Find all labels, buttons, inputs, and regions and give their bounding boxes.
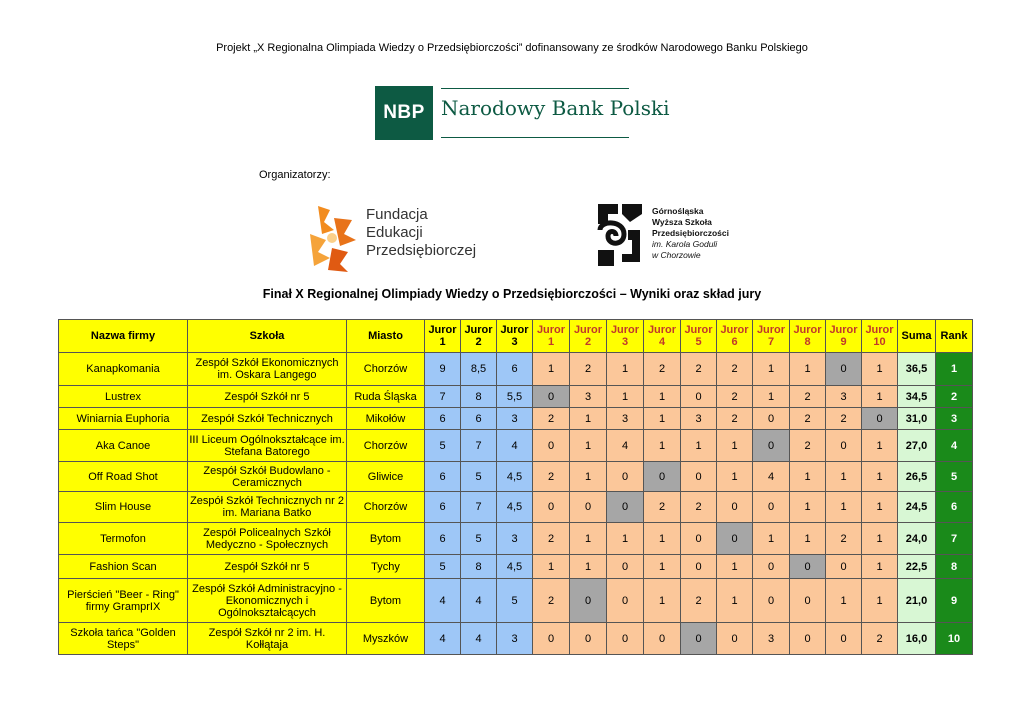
cell-score: 0 [533,386,570,408]
cell-firm: Slim House [59,492,188,523]
header-juror-a3: Juror 3 [497,320,533,353]
cell-score: 1 [717,555,753,579]
table-row [59,353,973,386]
cell-score: 1 [826,462,862,492]
cell-city: Chorzów [347,353,425,386]
cell-score: 2 [826,523,862,555]
cell-score: 2 [681,492,717,523]
cell-score: 1 [570,430,607,462]
cell-score: 6 [425,492,461,523]
cell-firm: Kanapkomania [59,353,188,386]
cell-score: 1 [570,462,607,492]
cell-score: 2 [570,353,607,386]
cell-firm: Aka Canoe [59,430,188,462]
cell-score: 1 [570,408,607,430]
header-sum: Suma [898,320,936,353]
cell-score: 1 [607,386,644,408]
cell-score: 3 [681,408,717,430]
gwsp-line-2: Wyższa Szkoła [652,217,712,227]
header-juror-b5: Juror 5 [681,320,717,353]
cell-firm: Lustrex [59,386,188,408]
cell-score: 0 [607,492,644,523]
cell-score: 4 [425,579,461,623]
cell-score: 2 [533,579,570,623]
table-row [59,386,973,408]
cell-score: 7 [425,386,461,408]
cell-school: Zespół Szkół Technicznych nr 2 im. Mariana Batko [188,492,347,523]
cell-score: 2 [644,353,681,386]
cell-score: 0 [681,523,717,555]
cell-rank: 1 [936,353,973,386]
cell-firm: Pierścień "Beer - Ring" firmy GramprIX [59,579,188,623]
cell-school: Zespół Szkół Budowlano - Ceramicznych [188,462,347,492]
cell-score: 0 [533,623,570,655]
cell-sum: 24,5 [898,492,936,523]
cell-sum: 36,5 [898,353,936,386]
cell-school: Zespół Szkół nr 5 [188,386,347,408]
cell-rank: 8 [936,555,973,579]
header-firm: Nazwa firmy [59,320,188,353]
cell-score: 2 [681,353,717,386]
cell-score: 1 [862,579,898,623]
table-header-row [59,320,973,353]
cell-score: 4 [497,430,533,462]
cell-score: 1 [717,579,753,623]
cell-score: 1 [570,555,607,579]
cell-score: 0 [644,462,681,492]
cell-score: 2 [790,408,826,430]
cell-score: 0 [717,492,753,523]
cell-school: Zespół Szkół nr 5 [188,555,347,579]
cell-score: 1 [681,430,717,462]
cell-score: 4,5 [497,555,533,579]
cell-score: 1 [790,462,826,492]
cell-score: 7 [461,430,497,462]
fundacja-line-2: Edukacji [366,224,423,241]
cell-score: 8 [461,386,497,408]
fundacja-logo [304,200,477,276]
cell-score: 1 [826,492,862,523]
cell-score: 2 [862,623,898,655]
table-row [59,523,973,555]
cell-school: Zespół Szkół Ekonomicznych im. Oskara Langego [188,353,347,386]
header-juror-b9: Juror 9 [826,320,862,353]
gwsp-line-3: Przedsiębiorczości [652,228,730,238]
cell-sum: 21,0 [898,579,936,623]
funding-note: Projekt „X Regionalna Olimpiada Wiedzy o Przedsiębiorczości” dofinansowany ze środków Narodowego Banku Polskiego [216,42,808,54]
cell-city: Mikołów [347,408,425,430]
cell-score: 5 [425,555,461,579]
cell-score: 1 [862,386,898,408]
header-juror-b4: Juror 4 [644,320,681,353]
cell-score: 1 [826,579,862,623]
cell-firm: Winiarnia Euphoria [59,408,188,430]
cell-score: 1 [862,555,898,579]
header-rank: Rank [936,320,973,353]
cell-city: Myszków [347,623,425,655]
cell-score: 4,5 [497,492,533,523]
cell-score: 1 [644,386,681,408]
cell-score: 2 [533,523,570,555]
cell-score: 1 [533,555,570,579]
cell-score: 0 [717,623,753,655]
cell-score: 0 [753,408,790,430]
cell-score: 0 [644,623,681,655]
cell-score: 6 [497,353,533,386]
cell-score: 1 [570,523,607,555]
cell-firm: Termofon [59,523,188,555]
cell-score: 2 [533,462,570,492]
cell-school: Zespół Policealnych Szkół Medyczno - Społecznych [188,523,347,555]
cell-score: 0 [681,462,717,492]
fundacja-name [366,206,476,260]
header-school: Szkoła [188,320,347,353]
cell-score: 0 [753,492,790,523]
cell-score: 0 [790,579,826,623]
cell-score: 3 [753,623,790,655]
cell-score: 1 [644,408,681,430]
cell-school: Zespół Szkół Technicznych [188,408,347,430]
cell-score: 1 [717,462,753,492]
cell-score: 1 [862,462,898,492]
table-row [59,462,973,492]
cell-score: 2 [533,408,570,430]
cell-score: 0 [717,523,753,555]
cell-score: 2 [790,430,826,462]
cell-score: 5 [461,523,497,555]
cell-score: 0 [607,623,644,655]
cell-score: 0 [826,623,862,655]
gwsp-sub-2: w Chorzowie [652,250,701,260]
cell-score: 1 [753,523,790,555]
cell-rank: 3 [936,408,973,430]
nbp-abbr: NBP [375,86,433,140]
cell-city: Chorzów [347,492,425,523]
cell-firm: Fashion Scan [59,555,188,579]
cell-score: 0 [826,353,862,386]
cell-score: 0 [570,579,607,623]
cell-score: 2 [717,386,753,408]
fundacja-line-1: Fundacja [366,206,428,223]
cell-firm: Szkoła tańca "Golden Steps" [59,623,188,655]
table-row [59,623,973,655]
cell-score: 1 [644,430,681,462]
cell-city: Ruda Śląska [347,386,425,408]
header-city: Miasto [347,320,425,353]
organizers-label: Organizatorzy: [259,169,331,181]
cell-score: 6 [461,408,497,430]
cell-score: 6 [425,462,461,492]
table-row [59,430,973,462]
cell-score: 1 [862,353,898,386]
cell-score: 0 [826,555,862,579]
cell-school: Zespół Szkół nr 2 im. H. Kołłątaja [188,623,347,655]
header-juror-b3: Juror 3 [607,320,644,353]
table-row [59,408,973,430]
header-juror-b7: Juror 7 [753,320,790,353]
cell-score: 7 [461,492,497,523]
results-table [58,319,973,655]
nbp-bottom-rule [441,137,629,138]
cell-score: 1 [644,555,681,579]
cell-score: 9 [425,353,461,386]
header-juror-b1: Juror 1 [533,320,570,353]
cell-score: 5 [461,462,497,492]
cell-rank: 6 [936,492,973,523]
cell-city: Tychy [347,555,425,579]
cell-score: 0 [862,408,898,430]
cell-score: 3 [497,408,533,430]
cell-sum: 27,0 [898,430,936,462]
cell-score: 0 [533,430,570,462]
cell-score: 1 [607,523,644,555]
cell-score: 3 [607,408,644,430]
cell-score: 1 [644,523,681,555]
cell-score: 0 [826,430,862,462]
cell-score: 4 [753,462,790,492]
page-title: Finał X Regionalnej Olimpiady Wiedzy o Przedsiębiorczości – Wyniki oraz skład jury [262,287,762,301]
cell-sum: 26,5 [898,462,936,492]
gwsp-emblem-icon [594,200,646,270]
cell-rank: 4 [936,430,973,462]
fundacja-emblem-icon [304,200,360,276]
cell-score: 4 [461,623,497,655]
cell-score: 2 [790,386,826,408]
cell-sum: 16,0 [898,623,936,655]
cell-score: 0 [570,492,607,523]
cell-firm: Off Road Shot [59,462,188,492]
cell-score: 1 [753,386,790,408]
cell-rank: 2 [936,386,973,408]
cell-score: 8 [461,555,497,579]
cell-score: 3 [497,623,533,655]
header-juror-a2: Juror 2 [461,320,497,353]
cell-score: 3 [497,523,533,555]
fundacja-line-3: Przedsiębiorczej [366,242,477,259]
header-juror-b10: Juror 10 [862,320,898,353]
cell-score: 5,5 [497,386,533,408]
cell-score: 1 [862,492,898,523]
cell-sum: 31,0 [898,408,936,430]
cell-score: 1 [862,430,898,462]
gwsp-name [652,206,729,261]
cell-score: 4,5 [497,462,533,492]
cell-score: 5 [425,430,461,462]
cell-city: Bytom [347,579,425,623]
cell-score: 0 [607,462,644,492]
cell-score: 0 [681,386,717,408]
cell-score: 0 [533,492,570,523]
cell-score: 0 [790,623,826,655]
gwsp-logo [594,200,744,270]
cell-score: 1 [607,353,644,386]
cell-score: 2 [826,408,862,430]
cell-rank: 10 [936,623,973,655]
cell-score: 1 [717,430,753,462]
cell-school: III Liceum Ogólnokształcące im. Stefana Batorego [188,430,347,462]
cell-rank: 5 [936,462,973,492]
header-juror-b8: Juror 8 [790,320,826,353]
cell-score: 0 [681,623,717,655]
header-juror-a1: Juror 1 [425,320,461,353]
cell-score: 6 [425,408,461,430]
cell-score: 2 [644,492,681,523]
cell-score: 1 [790,353,826,386]
table-row [59,579,973,623]
cell-score: 0 [570,623,607,655]
cell-score: 1 [790,523,826,555]
cell-score: 4 [461,579,497,623]
cell-score: 4 [607,430,644,462]
cell-sum: 22,5 [898,555,936,579]
cell-city: Chorzów [347,430,425,462]
gwsp-sub-1: im. Karola Goduli [652,239,718,249]
cell-score: 6 [425,523,461,555]
cell-score: 1 [753,353,790,386]
gwsp-line-1: Górnośląska [652,206,704,216]
cell-score: 5 [497,579,533,623]
cell-score: 1 [644,579,681,623]
cell-score: 0 [607,579,644,623]
cell-score: 1 [790,492,826,523]
cell-score: 0 [753,555,790,579]
cell-sum: 34,5 [898,386,936,408]
cell-score: 3 [570,386,607,408]
cell-score: 2 [681,579,717,623]
cell-score: 0 [753,579,790,623]
cell-score: 0 [607,555,644,579]
cell-city: Bytom [347,523,425,555]
cell-rank: 7 [936,523,973,555]
cell-rank: 9 [936,579,973,623]
header-juror-b2: Juror 2 [570,320,607,353]
header-juror-b6: Juror 6 [717,320,753,353]
nbp-name: Narodowy Bank Polski [441,96,670,120]
cell-score: 0 [790,555,826,579]
nbp-top-rule [441,88,629,89]
cell-score: 0 [753,430,790,462]
cell-score: 2 [717,353,753,386]
cell-score: 2 [717,408,753,430]
table-row [59,492,973,523]
cell-city: Gliwice [347,462,425,492]
cell-score: 1 [533,353,570,386]
cell-score: 3 [826,386,862,408]
nbp-logo [375,86,670,140]
cell-score: 1 [862,523,898,555]
cell-school: Zespół Szkół Administracyjno - Ekonomicznych i Ogólnokształcących [188,579,347,623]
cell-score: 4 [425,623,461,655]
cell-sum: 24,0 [898,523,936,555]
cell-score: 8,5 [461,353,497,386]
cell-score: 0 [681,555,717,579]
table-row [59,555,973,579]
